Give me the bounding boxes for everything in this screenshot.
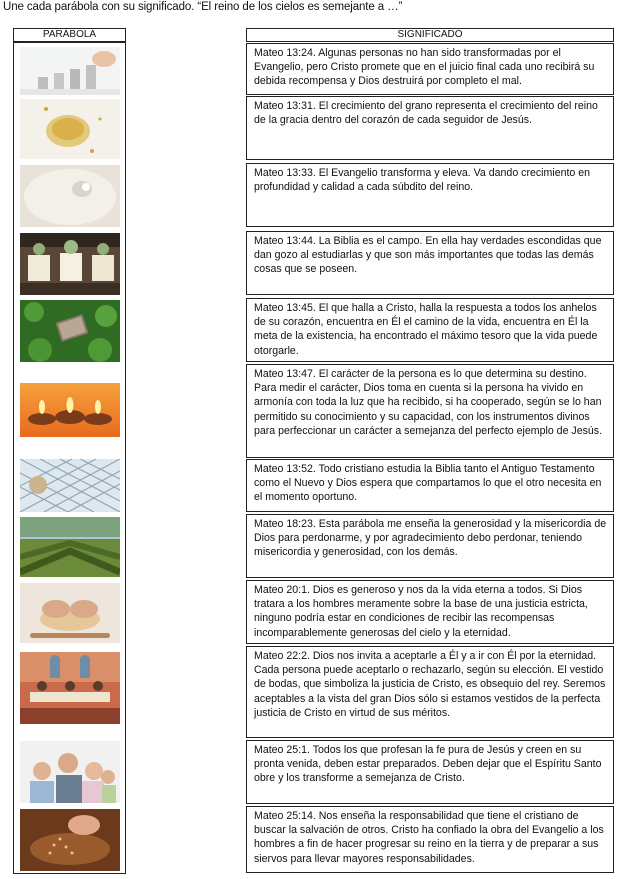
header-significado: SIGNIFICADO — [246, 28, 614, 42]
meaning-row-12: Mateo 25:14. Nos enseña la responsabilidad que tiene el cristiano de buscar la salvación de otros. Cristo ha confiado la obra del Evangelio a los hombres a fin de hacer progresar su reino en la tierra y de preparar a sus siervos para llevar mayores responsabilidades. — [246, 806, 614, 873]
row-5-image — [20, 300, 120, 362]
meaning-row-11: Mateo 25:1. Todos los que profesan la fe pura de Jesús y creen en su pronta venida, deben estar preparados. Deben dejar que el Espíritu Santo obre y los transforme a semejanza de Cristo. — [246, 740, 614, 804]
row-12-image — [20, 809, 120, 871]
meaning-row-5: Mateo 13:45. El que halla a Cristo, halla la respuesta a todos los anhelos de su corazón, encuentra en Él el camino de la vida, encuentra en Él la meta de la existencia, ha encontrado el máximo tesoro que la vida puede otorgarle. — [246, 298, 614, 362]
meaning-row-3: Mateo 13:33. El Evangelio transforma y eleva. Va dando crecimiento en profundidad y calidad a cada súbdito del reino. — [246, 163, 614, 227]
row-4-image — [20, 233, 120, 295]
meaning-row-10: Mateo 22:2. Dios nos invita a aceptarle a Él y a ir con Él por la eternidad. Cada persona puede aceptarlo o rechazarlo, según su elección. El vestido de bodas, que simboliza la justicia de Cristo, es obsequio del rey. Seremos aceptables a la vista del gran Dios sólo si estamos vestidos de la perfecta justicia de Cristo en virtud de sus méritos. — [246, 646, 614, 738]
meaning-row-8: Mateo 18:23. Esta parábola me enseña la generosidad y la misericordia de Dios para perdonarme, y por agradecimiento debo perdonar, teniendo misericordia y generosidad, con los demás. — [246, 514, 614, 578]
meaning-row-9: Mateo 20:1. Dios es generoso y nos da la vida eterna a todos. Si Dios tratara a los hombres meramente sobre la base de una justicia estricta, ninguno podría estar en condiciones de recibir las recompensas incomparablemente generosas del cielo y la eternidad. — [246, 580, 614, 644]
row-7-image — [20, 459, 120, 512]
row-8-image — [20, 517, 120, 577]
instruction-text: Une cada parábola con su significado. “El reino de los cielos es semejante a …” — [3, 1, 403, 13]
header-parabola: PARÁBOLA — [13, 28, 126, 42]
row-6-image — [20, 383, 120, 437]
meaning-row-1: Mateo 13:24. Algunas personas no han sido transformadas por el Evangelio, pero Cristo promete que en el juicio final cada uno recibirá su debida recompensa y Dios destruirá por completo el mal. — [246, 43, 614, 95]
meaning-row-6: Mateo 13:47. El carácter de la persona es lo que determina su destino. Para medir el carácter, Dios toma en cuenta si la persona ha vivido en armonía con toda la luz que ha recibido, si ha cooperado, según se lo han permitido su conocimiento y su capacidad, con los instrumentos divinos para perfeccionar un carácter a semejanza del perfecto ejemplo de Jesús. — [246, 364, 614, 458]
row-11-image — [20, 741, 120, 803]
meaning-row-7: Mateo 13:52. Todo cristiano estudia la Biblia tanto el Antiguo Testamento como el Nuevo y Dios espera que compartamos lo que el otro necesita en el momento oportuno. — [246, 459, 614, 512]
row-1-image — [20, 47, 120, 95]
row-3-image — [20, 165, 120, 227]
meaning-row-2: Mateo 13:31. El crecimiento del grano representa el crecimiento del reino de la gracia dentro del corazón de cada seguidor de Jesús. — [246, 96, 614, 160]
row-2-image — [20, 99, 120, 159]
row-9-image — [20, 583, 120, 643]
meaning-row-4: Mateo 13:44. La Biblia es el campo. En ella hay verdades escondidas que dan gozo al estudiarlas y que son más importantes que todas las demás cosas que se poseen. — [246, 231, 614, 295]
row-10-image — [20, 652, 120, 724]
